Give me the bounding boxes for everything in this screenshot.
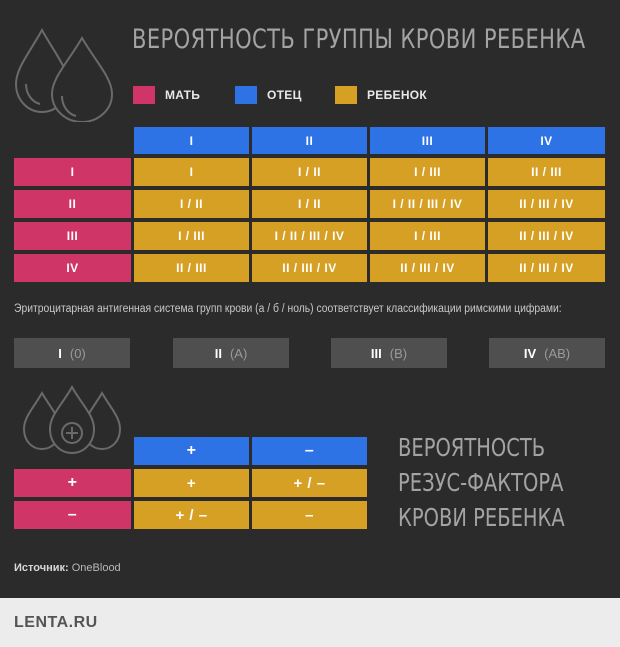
legend-mother-label: МАТЬ (165, 88, 201, 102)
legend-father (235, 86, 302, 104)
roman-numeral: III (370, 345, 382, 361)
child-cell: I (134, 158, 249, 186)
roman-numeral: IV (523, 345, 537, 361)
abo-label: (AB) (544, 345, 571, 361)
rh-title-line: ВЕРОЯТНОСТЬ (398, 433, 546, 462)
child-cell: I / III (370, 158, 485, 186)
abo-label: (A) (229, 345, 248, 361)
mother-header: I (14, 158, 131, 186)
abo-label: (0) (69, 345, 86, 361)
rh-child-cell: + / – (252, 469, 367, 497)
child-cell: II / III / IV (370, 254, 485, 282)
group-mapping-box (14, 338, 130, 368)
rh-drops-icon (20, 385, 125, 455)
legend-father-swatch (235, 86, 257, 104)
child-cell: I / II / III / IV (370, 190, 485, 218)
rh-title-line: РЕЗУС-ФАКТОРА (398, 468, 564, 497)
rh-title (398, 430, 565, 535)
rh-title-line: КРОВИ РЕБЕНКА (398, 503, 565, 532)
child-cell: II / III (488, 158, 605, 186)
child-cell: I / III (370, 222, 485, 250)
child-cell: I / II (134, 190, 249, 218)
rh-child-cell: + / – (134, 501, 249, 529)
blood-drops-icon (10, 22, 120, 122)
rh-mother-header: + (14, 469, 131, 497)
roman-numeral: I (58, 345, 62, 361)
legend-child-label: РЕБЕНОК (367, 88, 428, 102)
source-label: Источник: (14, 562, 69, 574)
legend-child (335, 86, 427, 104)
lenta-logo[interactable]: LENTA.RU (14, 613, 98, 631)
source-credit (14, 562, 121, 574)
legend-mother-swatch (133, 86, 155, 104)
child-cell: I / II / III / IV (252, 222, 367, 250)
legend-child-swatch (335, 86, 357, 104)
child-cell: II / III (134, 254, 249, 282)
father-header: I (134, 127, 249, 154)
father-header: IV (488, 127, 605, 154)
legend-mother (133, 86, 200, 104)
group-mapping-box (489, 338, 605, 368)
group-mapping-box (331, 338, 447, 368)
classification-note: Эритроцитарная антигенная система групп крови (а / б / ноль) соответствует классификации римскими цифрами: (14, 303, 562, 315)
child-cell: II / III / IV (488, 254, 605, 282)
father-header: III (370, 127, 485, 154)
mother-header: III (14, 222, 131, 250)
legend-father-label: ОТЕЦ (267, 88, 302, 102)
child-cell: II / III / IV (488, 190, 605, 218)
rh-father-header: + (134, 437, 249, 465)
rh-mother-header: – (14, 501, 131, 529)
source-value: OneBlood (71, 562, 121, 574)
abo-label: (B) (389, 345, 408, 361)
roman-numeral: II (214, 345, 222, 361)
rh-father-header: – (252, 437, 367, 465)
child-cell: I / II (252, 158, 367, 186)
rh-child-cell: + (134, 469, 249, 497)
group-mapping-box (173, 338, 289, 368)
child-cell: I / III (134, 222, 249, 250)
rh-child-cell: – (252, 501, 367, 529)
child-cell: II / III / IV (488, 222, 605, 250)
mother-header: II (14, 190, 131, 218)
page-title: ВЕРОЯТНОСТЬ ГРУППЫ КРОВИ РЕБЕНКА (132, 24, 586, 55)
mother-header: IV (14, 254, 131, 282)
child-cell: I / II (252, 190, 367, 218)
father-header: II (252, 127, 367, 154)
footer (0, 598, 620, 647)
child-cell: II / III / IV (252, 254, 367, 282)
